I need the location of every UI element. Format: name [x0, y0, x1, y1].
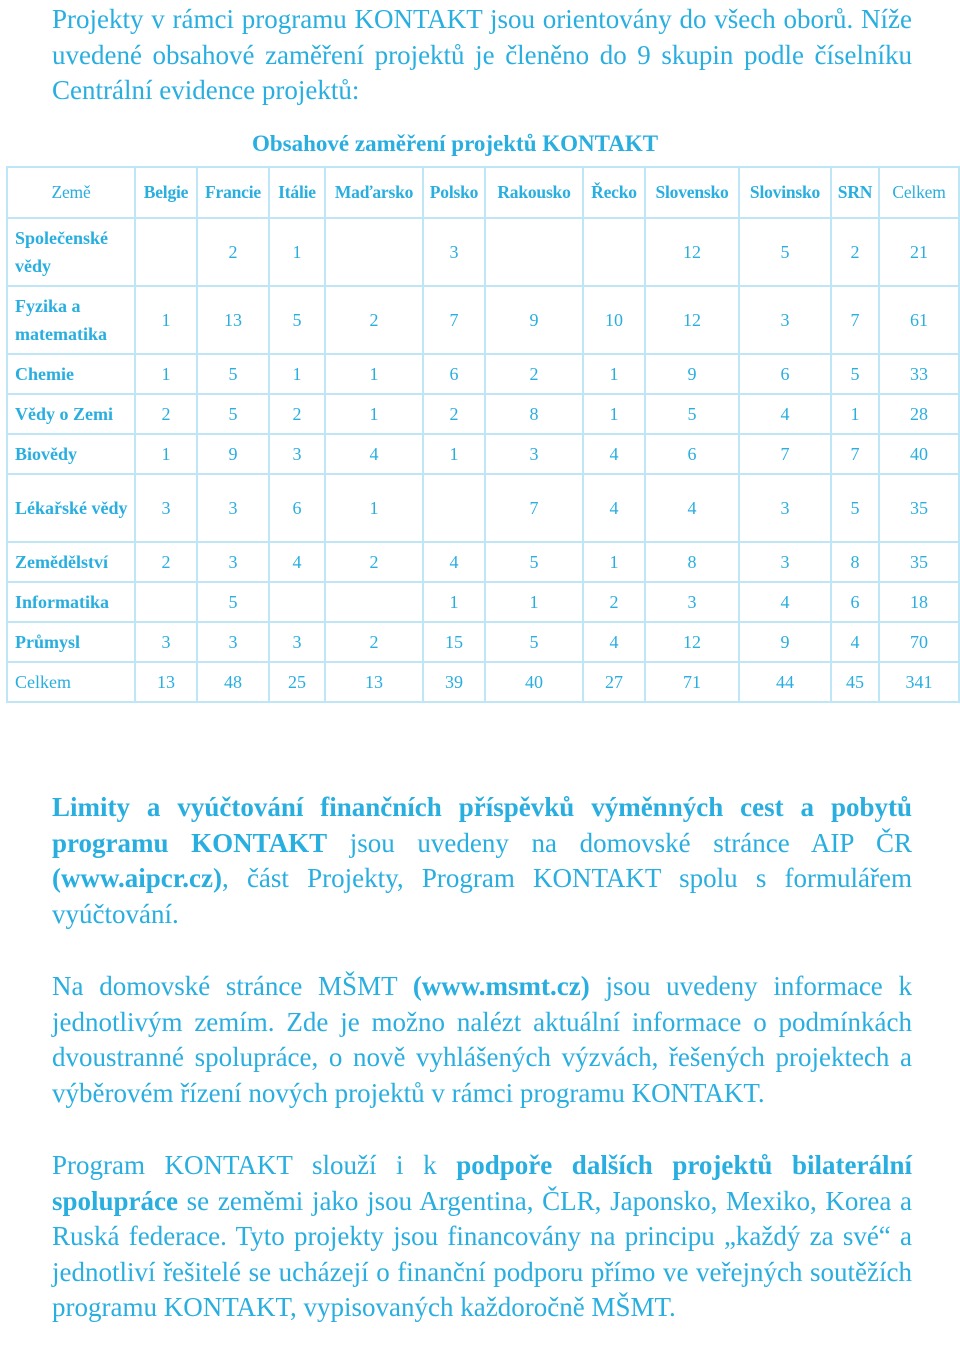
table-cell: 9 [645, 354, 739, 394]
table-cell: 1 [325, 474, 423, 542]
table-cell [325, 582, 423, 622]
total-header: Celkem [879, 167, 959, 218]
table-cell: 13 [135, 662, 197, 702]
table-cell: 9 [197, 434, 269, 474]
table-cell: 2 [269, 394, 325, 434]
table-row [7, 354, 959, 394]
table-cell: 7 [739, 434, 831, 474]
table-cell [325, 218, 423, 286]
table-cell: 5 [197, 354, 269, 394]
table-cell: 13 [325, 662, 423, 702]
table-cell: 48 [197, 662, 269, 702]
row-total: 61 [879, 286, 959, 354]
table-cell: 1 [269, 354, 325, 394]
table-cell: 3 [197, 622, 269, 662]
bilateral-paragraph [52, 1148, 912, 1326]
country-header: Polsko [423, 167, 485, 218]
table-cell: 6 [645, 434, 739, 474]
bilateral-text-end: se zeměmi jako jsou Argentina, ČLR, Japonsko, Mexiko, Korea a Ruská federace. Tyto projekty jsou financovány na principu „každý za své“ a jednotliví řešitelé se ucházejí o finanční podporu přímo ve veřejných soutěžích programu KONTAKT, vypisovaných každoročně MŠMT. [52, 1185, 912, 1323]
table-cell: 1 [135, 286, 197, 354]
table-cell: 2 [325, 542, 423, 582]
table-row [7, 622, 959, 662]
table-row [7, 474, 959, 542]
table-cell: 1 [325, 394, 423, 434]
table-cell: 5 [269, 286, 325, 354]
row-total: 35 [879, 474, 959, 542]
table-row [7, 542, 959, 582]
table-cell: 8 [645, 542, 739, 582]
table-cell: 7 [485, 474, 583, 542]
table-cell: 6 [423, 354, 485, 394]
table-cell: 1 [423, 582, 485, 622]
table-row [7, 582, 959, 622]
table-cell: 1 [583, 542, 645, 582]
table-cell: 9 [485, 286, 583, 354]
table-cell: 2 [583, 582, 645, 622]
table-cell: 1 [269, 218, 325, 286]
limits-text-end: , část Projekty, Program KONTAKT spolu s formulářem vyúčtování. [52, 863, 912, 929]
table-cell: 4 [831, 622, 879, 662]
table-cell: 4 [269, 542, 325, 582]
table-cell: 2 [423, 394, 485, 434]
intro-paragraph: Projekty v rámci programu KONTAKT jsou orientovány do všech oborů. Níže uvedené obsahové zaměření projektů je členěno do 9 skupin podle číselníku Centrální evidence projektů: [52, 4, 912, 106]
table-cell: 7 [423, 286, 485, 354]
table-cell: 71 [645, 662, 739, 702]
table-cell: 6 [739, 354, 831, 394]
row-total: 21 [879, 218, 959, 286]
msmt-text-end: jsou uvedeny informace k jednotlivým zemím. Zde je možno nalézt aktuální informace o podmínkách dvoustranné spolupráce, o nově vyhlášených výzvách, řešených projektech a výběrovém řízení nových projektů v rámci programu KONTAKT. [52, 971, 912, 1108]
country-header: Slovinsko [739, 167, 831, 218]
country-header: Maďarsko [325, 167, 423, 218]
table-cell: 4 [325, 434, 423, 474]
table-cell: 3 [197, 474, 269, 542]
table-cell: 12 [645, 622, 739, 662]
table-cell: 1 [325, 354, 423, 394]
table-cell: 6 [831, 582, 879, 622]
table-cell: 9 [739, 622, 831, 662]
table-row [7, 286, 959, 354]
limits-bold: Limity a vyúčtování finančních příspěvků výměnných cest a pobytů programu KONTAKT [52, 792, 912, 858]
table-cell: 3 [135, 474, 197, 542]
row-total: 28 [879, 394, 959, 434]
table-cell: 4 [739, 394, 831, 434]
table-cell: 12 [645, 218, 739, 286]
table-cell: 5 [197, 582, 269, 622]
table-cell: 3 [423, 218, 485, 286]
country-header: Itálie [269, 167, 325, 218]
row-total: 18 [879, 582, 959, 622]
table-cell: 4 [739, 582, 831, 622]
table-cell: 4 [423, 542, 485, 582]
table-cell: 5 [645, 394, 739, 434]
table-cell: 1 [135, 354, 197, 394]
row-label: Vědy o Zemi [7, 394, 135, 434]
table-title: Obsahové zaměření projektů KONTAKT [252, 131, 659, 156]
table-cell: 2 [135, 542, 197, 582]
country-header: SRN [831, 167, 879, 218]
country-header: Řecko [583, 167, 645, 218]
table-cell: 1 [583, 394, 645, 434]
table-cell [269, 582, 325, 622]
table-cell: 2 [831, 218, 879, 286]
country-header: Francie [197, 167, 269, 218]
table-cell: 5 [831, 474, 879, 542]
country-header: Slovensko [645, 167, 739, 218]
table-cell: 1 [135, 434, 197, 474]
msmt-paragraph [52, 969, 912, 1111]
grand-total: 341 [879, 662, 959, 702]
projects-table [6, 166, 960, 703]
table-cell: 25 [269, 662, 325, 702]
row-total: 35 [879, 542, 959, 582]
row-label: Průmysl [7, 622, 135, 662]
table-cell: 4 [645, 474, 739, 542]
row-label: Lékařské vědy [7, 474, 135, 542]
table-row [7, 218, 959, 286]
table-cell: 2 [325, 622, 423, 662]
table-cell: 40 [485, 662, 583, 702]
row-total: 70 [879, 622, 959, 662]
table-cell: 10 [583, 286, 645, 354]
bilateral-bold: podpoře dalších projektů bilaterální spolupráce [52, 1150, 912, 1216]
table-cell: 7 [831, 286, 879, 354]
bilateral-text: Program KONTAKT slouží i k [52, 1150, 457, 1180]
row-label: Biovědy [7, 434, 135, 474]
table-cell: 4 [583, 474, 645, 542]
table-cell [135, 218, 197, 286]
table-cell: 27 [583, 662, 645, 702]
table-cell: 2 [135, 394, 197, 434]
table-cell: 1 [583, 354, 645, 394]
country-header: Rakousko [485, 167, 583, 218]
table-cell: 3 [739, 542, 831, 582]
msmt-link: (www.msmt.cz) [412, 971, 590, 1001]
table-cell: 15 [423, 622, 485, 662]
table-cell: 3 [269, 622, 325, 662]
row-label: Celkem [7, 662, 135, 702]
table-cell: 4 [583, 434, 645, 474]
row-label: Společenské vědy [7, 218, 135, 286]
table-cell: 44 [739, 662, 831, 702]
msmt-text: Na domovské stránce MŠMT [52, 971, 413, 1001]
table-cell [135, 582, 197, 622]
header-row [7, 167, 959, 218]
table-cell: 5 [831, 354, 879, 394]
table-cell: 3 [739, 286, 831, 354]
table-cell: 8 [485, 394, 583, 434]
table-cell: 1 [485, 582, 583, 622]
table-cell: 5 [197, 394, 269, 434]
table-cell: 2 [325, 286, 423, 354]
corner-label: Země [7, 167, 135, 218]
table-cell: 4 [583, 622, 645, 662]
table-cell: 13 [197, 286, 269, 354]
row-label: Chemie [7, 354, 135, 394]
table-cell: 1 [423, 434, 485, 474]
row-label: Zemědělství [7, 542, 135, 582]
table-cell: 3 [197, 542, 269, 582]
table-cell: 5 [739, 218, 831, 286]
limits-paragraph [52, 790, 912, 932]
totals-row [7, 662, 959, 702]
table-cell: 1 [831, 394, 879, 434]
table-row [7, 394, 959, 434]
table-cell: 3 [645, 582, 739, 622]
row-total: 33 [879, 354, 959, 394]
table-cell: 3 [135, 622, 197, 662]
row-label: Informatika [7, 582, 135, 622]
table-cell: 45 [831, 662, 879, 702]
table-cell: 39 [423, 662, 485, 702]
table-cell: 2 [485, 354, 583, 394]
table-cell: 6 [269, 474, 325, 542]
table-cell: 2 [197, 218, 269, 286]
row-label: Fyzika a matematika [7, 286, 135, 354]
table-cell: 5 [485, 542, 583, 582]
country-header: Belgie [135, 167, 197, 218]
table-row [7, 434, 959, 474]
table-cell: 3 [739, 474, 831, 542]
aipcr-link: (www.aipcr.cz) [52, 863, 222, 894]
table-cell: 7 [831, 434, 879, 474]
table-cell [583, 218, 645, 286]
table-cell [485, 218, 583, 286]
table-cell: 3 [485, 434, 583, 474]
row-total: 40 [879, 434, 959, 474]
table-cell [423, 474, 485, 542]
table-cell: 3 [269, 434, 325, 474]
table-cell: 8 [831, 542, 879, 582]
table-cell: 5 [485, 622, 583, 662]
limits-text: jsou uvedeny na domovské stránce AIP ČR [327, 827, 912, 858]
table-cell: 12 [645, 286, 739, 354]
